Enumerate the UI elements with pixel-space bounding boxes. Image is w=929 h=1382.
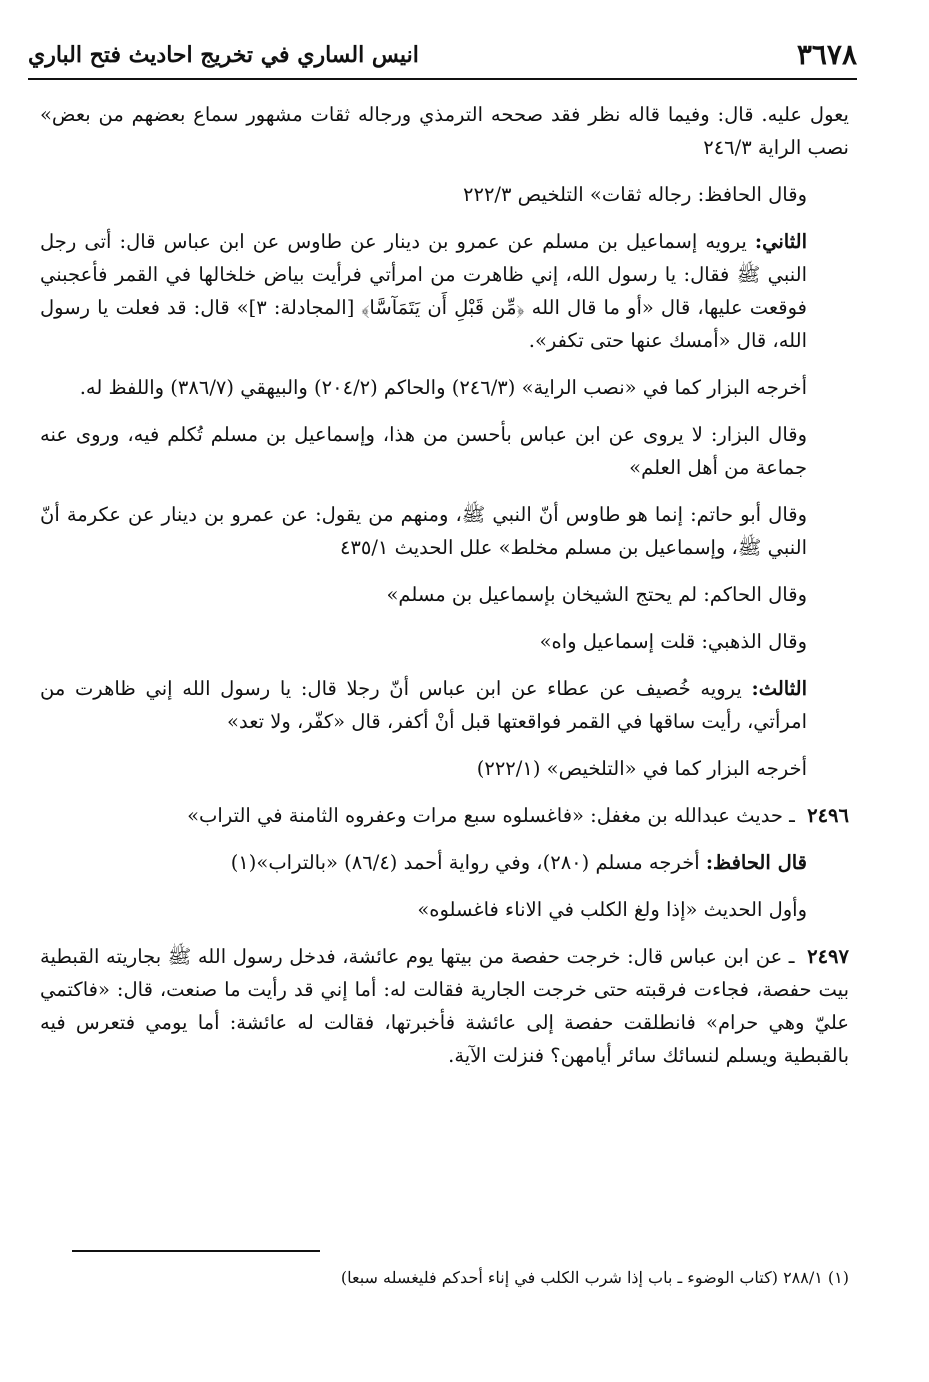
section-lead: الثالث: [751,677,807,700]
paragraph-5: وقال البزار: لا يروى عن ابن عباس بأحسن من هذا، وإسماعيل بن مسلم تُكلم فيه، وروى عنه جماعة من أهل العلم» [40,423,807,479]
page-number: ٣٦٧٨ [796,38,857,71]
paragraph-4: أخرجه البزار كما في «نصب الراية» (٢٤٦/٣) والحاكم (٢٠٤/٢) والبيهقي (٣٨٦/٧) واللفظ له. [79,376,807,399]
hadith-2496: ٢٤٩٦ ـ حديث عبدالله بن مغفل: «فاغسلوه سبع مرات وعفروه الثامنة في التراب» [187,804,849,827]
header-divider [28,78,857,80]
footnote: (١) ٢٨٨/١ (كتاب الوضوء ـ باب إذا شرب الكلب في إناء أحدكم فليغسله سبعا) [340,1268,849,1287]
hadith-2497: ٢٤٩٧ ـ عن ابن عباس قال: خرجت حفصة من بيتها يوم عائشة، فدخل رسول الله ﷺ بجاريته القبطية بيت حفصة، فجاءت فرقبته حتى خرجت الجارية فقالت له: أما إني قد رأيت ما صنعت، قال: «فاكتمي عليّ وهي حرام» فانطلقت حفصة إلى عائشة فأخبرتها، فقالت له عائشة: أما يومي فتعرس فيه بالقبطية ويسلم لنسائك سائر أيامهن؟ فنزلت الآية. [40,945,849,1067]
paragraph-2: وقال الحافظ: رجاله ثقات» التلخيص ٢٢٢/٣ [463,183,807,206]
page-body [40,98,849,1086]
paragraph-7: وقال الحاكم: لم يحتج الشيخان بإسماعيل بن مسلم» [386,583,807,606]
paragraph-10: أخرجه البزار كما في «التلخيص» (٢٢٢/١) [476,757,807,780]
paragraph-3: الثاني: يرويه إسماعيل بن مسلم عن عمرو بن دينار عن طاوس عن ابن عباس قال: أتى رجل النبي ﷺ فقال: يا رسول الله، إني ظاهرت من امرأتي فرأيت بياض خلخالها في القمر فأعجبني فوقعت عليها، قال «أو ما قال الله ﴿مِّن قَبْلِ أَن يَتَمَآسَّا﴾ [المجادلة: ٣]» قال: قد فعلت يا رسول الله، قال «أمسك عنها حتى تكفر». [40,230,807,352]
hadith-number: ٢٤٩٦ [807,804,849,827]
paragraph-13: وأول الحديث «إذا ولغ الكلب في الاناء فاغسلوه» [417,898,807,921]
footnote-divider [72,1250,320,1252]
section-lead: الثاني: [754,230,807,253]
paragraph-6: وقال أبو حاتم: إنما هو طاوس أنّ النبي ﷺ، ومنهم من يقول: عن عمرو بن دينار عن عكرمة أنّ النبي ﷺ، وإسماعيل بن مسلم مخلط» علل الحديث ٤٣٥/١ [40,503,807,559]
section-lead: قال الحافظ: [705,851,807,874]
paragraph-8: وقال الذهبي: قلت إسماعيل واه» [539,630,807,653]
running-title: انيس الساري في تخريج احاديث فتح الباري [28,42,419,68]
paragraph-12: قال الحافظ: أخرجه مسلم (٢٨٠)، وفي رواية أحمد (٨٦/٤) «بالتراب»(١) [230,851,807,874]
paragraph-9: الثالث: يرويه خُصيف عن عطاء عن ابن عباس أنّ رجلا قال: يا رسول الله إني ظاهرت من امرأتي، رأيت ساقها في القمر فواقعتها قبل أنْ أكفر، قال «كفّر، ولا تعد» [40,677,807,733]
paragraph-1: يعول عليه. قال: وفيما قاله نظر فقد صححه الترمذي ورجاله ثقات مشهور سماع بعضهم من بعض» نصب الراية ٢٤٦/٣ [40,103,849,159]
page-header [28,36,857,76]
hadith-number: ٢٤٩٧ [807,945,849,968]
